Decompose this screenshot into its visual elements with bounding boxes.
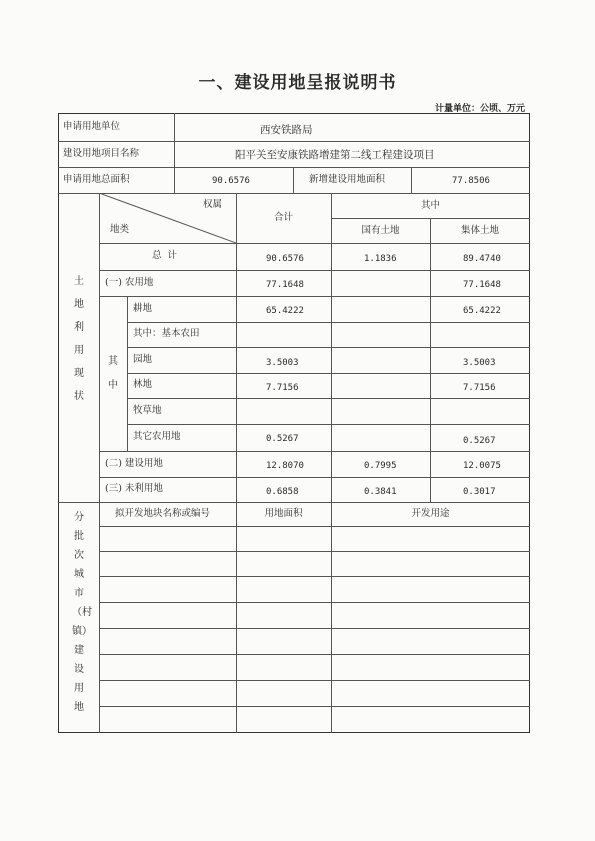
header-state: 国有土地 <box>361 225 400 236</box>
row-other-agri-collective: 0.5267 <box>463 436 496 446</box>
row-construction-label: (二) 建设用地 <box>105 458 163 469</box>
new-area-value: 77.8506 <box>452 176 490 186</box>
row-agri-label: (一) 农用地 <box>105 277 154 288</box>
row-construction-collective: 12.0075 <box>463 461 501 471</box>
header-category: 地类 <box>110 224 130 235</box>
document-title: 一、建设用地呈报说明书 <box>198 73 397 93</box>
header-collective: 集体土地 <box>460 225 499 236</box>
row-total-label: 总计 <box>151 250 183 261</box>
landuse-side-label: 土地利用现状 <box>74 276 84 402</box>
row-forest-total: 7.7156 <box>266 383 299 393</box>
qizhong-label: 其中 <box>108 356 118 391</box>
row-construction-total: 12.8070 <box>266 461 304 471</box>
row-construction-state: 0.7995 <box>364 461 397 471</box>
row-other-agri-label: 其它农用地 <box>133 431 181 442</box>
project-value: 阳平关至安康铁路增建第二线工程建设项目 <box>235 149 435 161</box>
row-other-agri-total: 0.5267 <box>266 434 299 444</box>
total-area-value: 90.6576 <box>212 176 250 186</box>
row-forest-collective: 7.7156 <box>463 383 496 393</box>
row-unused-collective: 0.3017 <box>463 487 496 497</box>
row-forest-label: 林地 <box>133 379 153 390</box>
project-label: 建设用地项目名称 <box>63 148 140 159</box>
batch-header-use: 开发用途 <box>411 508 450 519</box>
row-basic-farmland-label: 其中：基本农田 <box>133 328 200 339</box>
row-garden-total: 3.5003 <box>266 358 299 368</box>
row-unused-label: (三) 未利用地 <box>105 483 163 494</box>
header-among: 其中 <box>420 200 440 211</box>
applicant-value: 西安铁路局 <box>260 124 313 136</box>
batch-header-name: 拟开发地块名称或编号 <box>115 508 211 519</box>
row-unused-state: 0.3841 <box>364 487 397 497</box>
row-arable-label: 耕地 <box>133 303 153 314</box>
unit-label: 计量单位：公顷、万元 <box>434 104 525 114</box>
header-total: 合计 <box>273 212 293 223</box>
row-arable-total: 65.4222 <box>266 306 304 316</box>
row-total-total: 90.6576 <box>266 254 304 264</box>
row-garden-collective: 3.5003 <box>463 358 496 368</box>
new-area-label: 新增建设用地面积 <box>309 174 386 185</box>
row-total-state: 1.1836 <box>364 254 397 264</box>
total-area-label: 申请用地总面积 <box>63 174 130 185</box>
applicant-label: 申请用地单位 <box>63 121 121 132</box>
row-agri-total: 77.1648 <box>266 280 304 290</box>
row-arable-collective: 65.4222 <box>463 306 501 316</box>
batch-header-area: 用地面积 <box>264 508 303 519</box>
row-unused-total: 0.6858 <box>266 487 299 497</box>
row-agri-collective: 77.1648 <box>463 280 501 290</box>
batch-side-label: 分批次城市（村镇）建设用地 <box>72 512 92 713</box>
header-owner: 权属 <box>203 199 223 210</box>
row-garden-label: 园地 <box>133 354 153 365</box>
row-pasture-label: 牧草地 <box>133 405 162 416</box>
row-total-collective: 89.4740 <box>463 254 501 264</box>
